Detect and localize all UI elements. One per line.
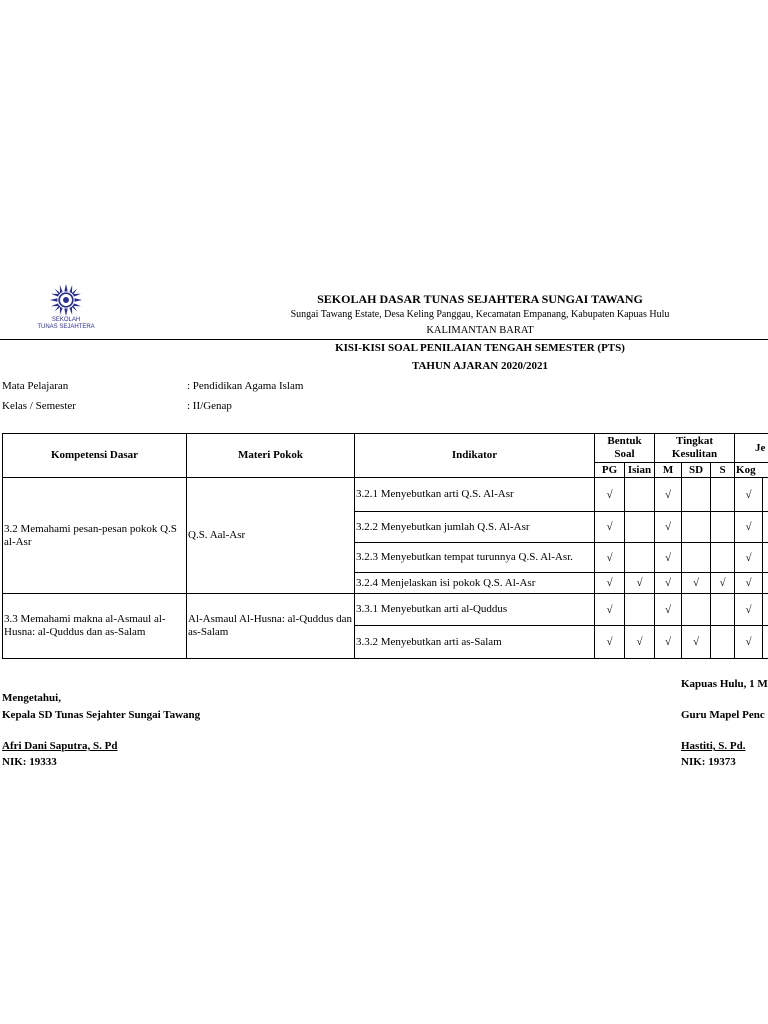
pg-cell: √ — [595, 543, 625, 573]
header-s: S — [711, 463, 735, 478]
header-bentuk-soal: Bentuk Soal — [595, 434, 655, 463]
indikator-cell: 3.2.1 Menyebutkan arti Q.S. Al-Asr — [355, 478, 595, 512]
m-cell: √ — [655, 573, 682, 594]
isian-cell — [625, 512, 655, 543]
materi-cell: Q.S. Aal-Asr — [187, 478, 355, 594]
logo-line-2: TUNAS SEJAHTERA — [37, 324, 95, 330]
principal-name: Afri Dani Saputra, S. Pd — [2, 740, 118, 752]
header-materi-pokok: Materi Pokok — [187, 434, 355, 478]
header-divider — [0, 339, 768, 340]
s-cell — [711, 512, 735, 543]
sd-cell — [682, 594, 711, 626]
m-cell: √ — [655, 478, 682, 512]
materi-cell: Al-Asmaul Al-Husna: al-Quddus dan as-Salam — [187, 594, 355, 659]
isian-cell: √ — [625, 573, 655, 594]
kog-cell: √ — [735, 573, 763, 594]
m-cell: √ — [655, 512, 682, 543]
extra-cell — [763, 478, 768, 512]
school-name: SEKOLAH DASAR TUNAS SEJAHTERA SUNGAI TAWANG — [317, 292, 643, 306]
academic-year: TAHUN AJARAN 2020/2021 — [411, 360, 549, 372]
table-row — [3, 478, 768, 512]
sd-cell: √ — [682, 573, 711, 594]
m-cell: √ — [655, 626, 682, 659]
indikator-cell: 3.2.4 Menjelaskan isi pokok Q.S. Al-Asr — [355, 573, 595, 594]
pg-cell: √ — [595, 573, 625, 594]
table-row — [3, 594, 768, 626]
m-cell: √ — [655, 594, 682, 626]
isian-cell — [625, 594, 655, 626]
school-province: KALIMANTAN BARAT — [426, 325, 534, 336]
s-cell — [711, 543, 735, 573]
s-cell — [711, 478, 735, 512]
indikator-cell: 3.2.3 Menyebutkan tempat turunnya Q.S. Al-Asr. — [355, 543, 595, 573]
indikator-cell: 3.3.1 Menyebutkan arti al-Quddus — [355, 594, 595, 626]
kisi-kisi-table — [2, 433, 768, 659]
extra-cell — [763, 543, 768, 573]
teacher-nik: NIK: 19373 — [681, 756, 736, 768]
teacher-name: Hastiti, S. Pd. — [681, 740, 746, 752]
logo-line-1: SEKOLAH — [51, 317, 81, 323]
isian-cell: √ — [625, 626, 655, 659]
class-label: Kelas / Semester — [2, 400, 76, 412]
extra-cell — [763, 573, 768, 594]
isian-cell — [625, 543, 655, 573]
m-cell: √ — [655, 543, 682, 573]
sd-cell — [682, 478, 711, 512]
sd-cell: √ — [682, 626, 711, 659]
kog-cell: √ — [735, 626, 763, 659]
header-sd: SD — [682, 463, 711, 478]
sun-emblem-icon — [49, 283, 83, 317]
extra-cell — [763, 594, 768, 626]
indikator-cell: 3.3.2 Menyebutkan arti as-Salam — [355, 626, 595, 659]
kog-cell: √ — [735, 512, 763, 543]
kd-cell: 3.2 Memahami pesan-pesan pokok Q.S al-Asr — [3, 478, 187, 594]
school-address: Sungai Tawang Estate, Desa Keling Panggau, Kecamatan Empanang, Kabupaten Kapuas Hulu — [290, 309, 670, 320]
class-value: : II/Genap — [187, 400, 232, 412]
header-isian: Isian — [625, 463, 655, 478]
approval-label: Mengetahui, — [2, 692, 61, 704]
subject-label: Mata Pelajaran — [2, 380, 69, 392]
header-kompetensi-dasar: Kompetensi Dasar — [3, 434, 187, 478]
sd-cell — [682, 543, 711, 573]
kog-cell: √ — [735, 543, 763, 573]
document-title: KISI-KISI SOAL PENILAIAN TENGAH SEMESTER (PTS) — [335, 342, 625, 354]
place-date: Kapuas Hulu, 1 M — [681, 678, 768, 690]
pg-cell: √ — [595, 594, 625, 626]
s-cell — [711, 626, 735, 659]
header-jenis: Je — [735, 434, 768, 463]
principal-nik: NIK: 19333 — [2, 756, 57, 768]
kog-cell: √ — [735, 594, 763, 626]
kog-cell: √ — [735, 478, 763, 512]
subject-value: : Pendidikan Agama Islam — [187, 380, 304, 392]
s-cell — [711, 594, 735, 626]
teacher-role: Guru Mapel Penc — [681, 709, 765, 721]
isian-cell — [625, 478, 655, 512]
header-kog: Kog — [735, 463, 768, 478]
header-m: M — [655, 463, 682, 478]
pg-cell: √ — [595, 512, 625, 543]
header-tingkat-kesulitan: Tingkat Kesulitan — [655, 434, 735, 463]
header-pg: PG — [595, 463, 625, 478]
principal-role: Kepala SD Tunas Sejahter Sungai Tawang — [2, 709, 201, 721]
kd-cell: 3.3 Memahami makna al-Asmaul al-Husna: al-Quddus dan as-Salam — [3, 594, 187, 659]
indikator-cell: 3.2.2 Menyebutkan jumlah Q.S. Al-Asr — [355, 512, 595, 543]
header-indikator: Indikator — [355, 434, 595, 478]
extra-cell — [763, 512, 768, 543]
pg-cell: √ — [595, 626, 625, 659]
extra-cell — [763, 626, 768, 659]
sd-cell — [682, 512, 711, 543]
s-cell: √ — [711, 573, 735, 594]
school-logo — [34, 283, 98, 337]
pg-cell: √ — [595, 478, 625, 512]
